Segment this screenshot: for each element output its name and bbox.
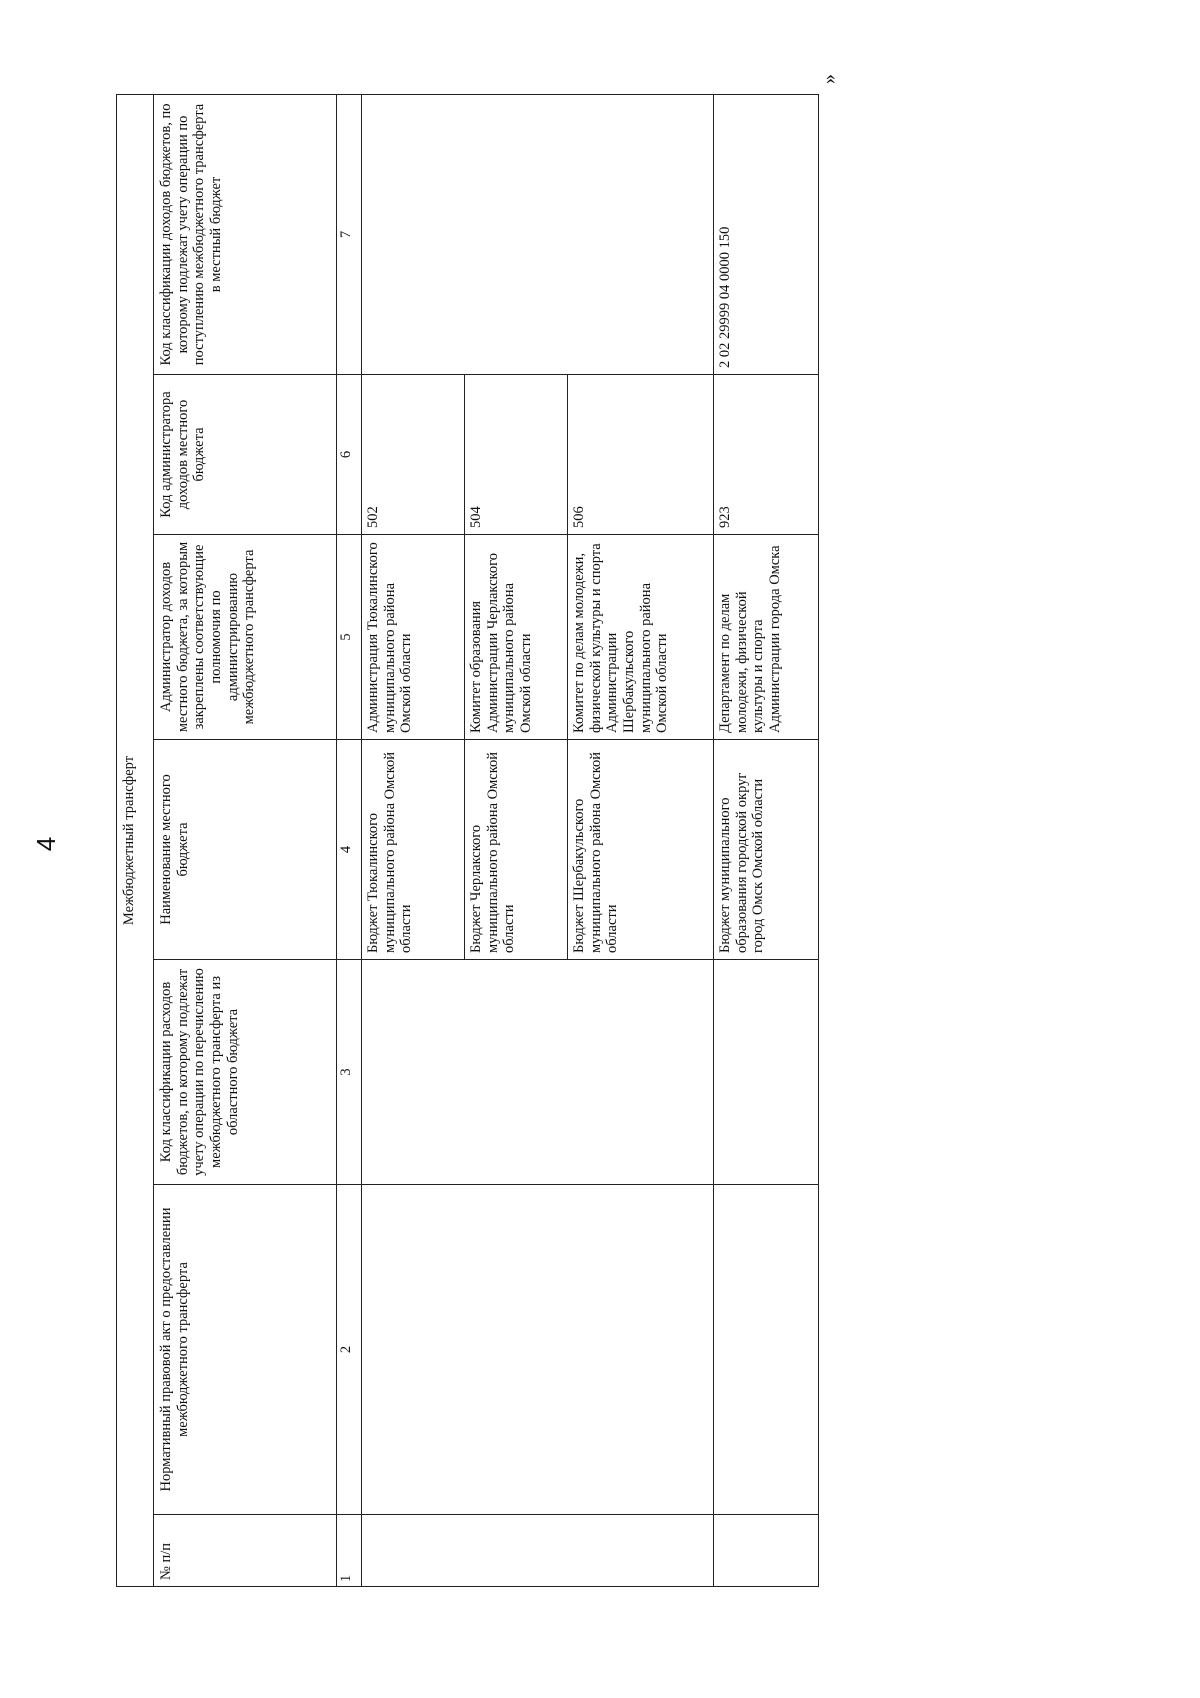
- column-number: 4: [337, 740, 362, 960]
- group-header: Межбюджетный трансферт: [117, 95, 154, 1587]
- header-income-code: Код классификации доходов бюджетов, по которому подлежат учету операции по поступлению межбюджетного трансферта в местный бюджет: [154, 95, 337, 375]
- header-expense-code: Код классификации расходов бюджетов, по которому подлежат учету операции по перечислению межбюджетного трансферта из областного бюджета: [154, 960, 337, 1185]
- budget-name-cell: Бюджет Тюкалинского муниципального района Омской области: [362, 740, 465, 960]
- budget-name-cell: Бюджет Шербакульского муниципального района Омской области: [568, 740, 714, 960]
- header-number: № п/п: [154, 1515, 337, 1587]
- page-number: 4: [31, 836, 61, 852]
- interbudget-transfer-table: [116, 94, 819, 1587]
- row-number-cell: [362, 1515, 714, 1587]
- income-code-cell: [362, 95, 714, 375]
- column-header-row: [154, 95, 337, 1587]
- budget-name-cell: Бюджет муниципального образования городской округ город Омск Омской области: [714, 740, 819, 960]
- admin-code-cell: 502: [362, 375, 465, 535]
- administrator-cell: Департамент по делам молодежи, физической культуры и спорта Администрации города Омска: [714, 535, 819, 740]
- administrator-cell: Администрация Тюкалинского муниципального района Омской области: [362, 535, 465, 740]
- column-number: 7: [337, 95, 362, 375]
- column-number: 3: [337, 960, 362, 1185]
- header-legal-act: Нормативный правовой акт о предоставлении межбюджетного трансферта: [154, 1185, 337, 1515]
- closing-quote-mark: »: [818, 74, 840, 84]
- column-number: 1: [337, 1515, 362, 1587]
- column-number-row: [337, 95, 362, 1587]
- header-administrator: Администратор доходов местного бюджета, за которым закреплены соответствующие полномочия по администрированию межбюджетного трансферта: [154, 535, 337, 740]
- admin-code-cell: 923: [714, 375, 819, 535]
- header-budget-name: Наименование местного бюджета: [154, 740, 337, 960]
- column-number: 5: [337, 535, 362, 740]
- group-header-row: [117, 95, 154, 1587]
- table-row: [714, 95, 819, 1587]
- income-code-cell: 2 02 29999 04 0000 150: [714, 95, 819, 375]
- table-row: [362, 95, 465, 1587]
- administrator-cell: Комитет по делам молодежи, физической культуры и спорта Администрации Шербакульского муниципального района Омской области: [568, 535, 714, 740]
- legal-act-cell: [362, 1185, 714, 1515]
- budget-name-cell: Бюджет Черлакского муниципального района Омской области: [465, 740, 568, 960]
- administrator-cell: Комитет образования Администрации Черлакского муниципального района Омской области: [465, 535, 568, 740]
- expense-code-cell: [714, 960, 819, 1185]
- column-number: 6: [337, 375, 362, 535]
- admin-code-cell: 506: [568, 375, 714, 535]
- admin-code-cell: 504: [465, 375, 568, 535]
- expense-code-cell: [362, 960, 714, 1185]
- rotated-table-container: [116, 95, 842, 1587]
- row-number-cell: [714, 1515, 819, 1587]
- column-number: 2: [337, 1185, 362, 1515]
- legal-act-cell: [714, 1185, 819, 1515]
- header-admin-code: Код администратора доходов местного бюджета: [154, 375, 337, 535]
